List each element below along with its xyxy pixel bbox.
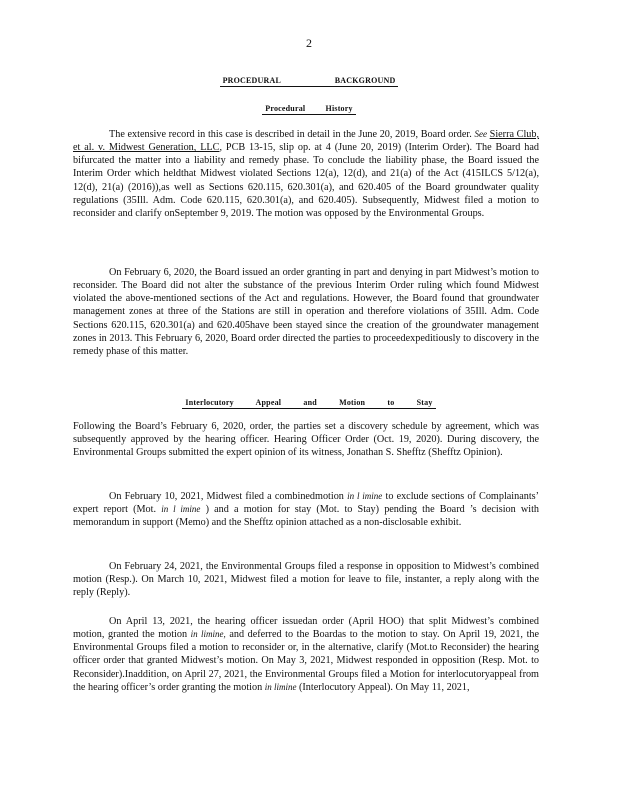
p6-a: On April 13, 2021, the hearing officer issuedan order (April HOO) that split Midwest’s combined motion, granted the motion	[73, 616, 539, 641]
paragraph-combined-motion	[73, 490, 539, 529]
p6-e: (Interlocutory Appeal). On May 11, 2021,	[299, 681, 470, 693]
p6-c: and deferred to the Boardas to the motion to stay. On April 19, 2021, the Environmental Groups filed a motion to reconsider or, in the alternative, clarify (Mot.to Reconsider) the hearing officer order that granted Midwest’s motion. On May 3, 2021, Midwest responded in opposition (Resp. Mot. to Reconsider).Inaddition, on April 27, 2021, the Environmental Groups filed a Motion for interlocutoryappeal from the hearing officer’s order granting the motion	[73, 629, 540, 693]
p6-d: in limine	[264, 681, 297, 692]
heading-procedural-history-text: Procedural History	[262, 104, 355, 115]
paragraph-discovery: Following the Board’s February 6, 2020, order, the parties set a discovery schedule by agreement, which was subsequently approved by the hearing officer. Hearing Officer Order (Oct. 19, 2020). During discovery, the Environmental Groups submitted the expert opinion of its witness, Jonathan S. Shefftz (Shefftz Opinion).	[73, 421, 539, 459]
p4-d: in l imine	[161, 504, 201, 515]
p4-e: ) and a motion for stay (Mot. to Stay) pending the Board ’s decision with memorandum in support (Memo) and the Shefftz opinion attached as a non-disclosable exhibit.	[73, 504, 540, 529]
paragraph-response: On February 24, 2021, the Environmental Groups filed a response in opposition to Midwest’s combined motion (Resp.). On March 10, 2021, Midwest filed a motion for leave to file, instanter, a reply along with the reply (Reply).	[73, 561, 539, 599]
paragraph-february-order: On February 6, 2020, the Board issued an order granting in part and denying in part Midwest’s motion to reconsider. The Board did not alter the substance of the previous Interim Order ruling which found Midwest violated the above-mentioned sections of the Act and regulations. However, the Board found that groundwater management zones at three of the Stations are still in operation and therefore violations of 35Ill. Adm. Code Sections 620.115, 620.301(a) and 620.405have been stayed since the creation of the groundwater management zones in 2013. This February 6, 2020, Board order directed the parties to proceedexpeditiously to discovery in the remedy phase of this matter.	[73, 267, 539, 357]
heading-interlocutory-appeal-text: Interlocutory Appeal and Motion to Stay	[182, 398, 435, 409]
paragraph-record	[73, 128, 539, 220]
page-number: 2	[306, 36, 312, 50]
p1-intro: The extensive record in this case is described in detail in the June 20, 2019, Board order.	[109, 129, 472, 140]
heading-procedural-background	[0, 76, 618, 85]
p1-case-name: Sierra Club, et al. v. Midwest Generation, LLC	[73, 129, 540, 154]
p4-c: to exclude sections of Complainants’ expert report (Mot.	[73, 491, 540, 516]
paragraph-hearing-officer-order	[73, 615, 539, 694]
heading-procedural-history	[0, 104, 618, 113]
p1-rest: , PCB 13-15, slip op. at 4 (June 20, 2019) (Interim Order). The Board had bifurcated the matter into a liability and remedy phase. To conclude the liability phase, the Board issued the Interim Order which heldthat Midwest violated Sections 12(a), 12(d), and 21(a) of the Act (415ILCS 5/12(a), 12(d), 21(a) (2016)),as well as Sections 620.115, 620.301(a), and 620.405 of the Board groundwater quality regulations (35Ill. Adm. Code 620.115, 620.301(a), and 620.405). Subsequently, Midwest filed a motion to reconsider and clarify onSeptember 9, 2019. The motion was opposed by the Environmental Groups.	[73, 142, 540, 219]
p1-see: See	[474, 129, 487, 139]
heading-interlocutory-appeal	[0, 398, 618, 407]
p4-a: On February 10, 2021, Midwest filed a combinedmotion	[109, 491, 344, 502]
p6-b: in limine,	[190, 629, 226, 640]
p4-b: in l imine	[347, 491, 383, 501]
heading-procedural-background-text: PROCEDURAL BACKGROUND	[220, 76, 399, 87]
